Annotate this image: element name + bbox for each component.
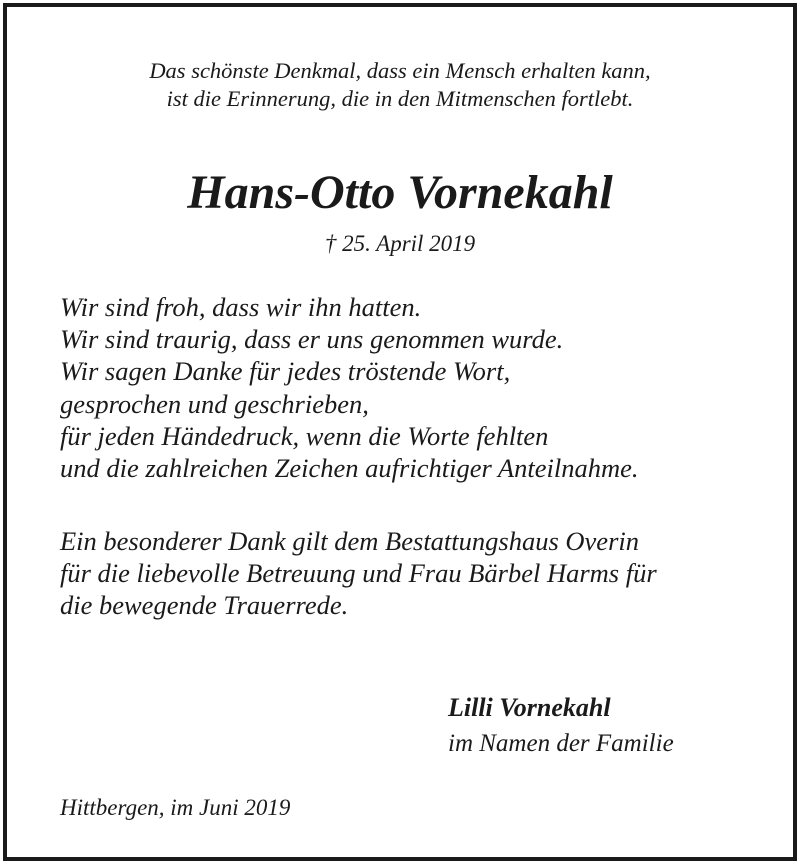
thank-you-poem — [60, 291, 638, 484]
special-thanks-paragraph — [60, 525, 657, 622]
obituary-card — [3, 3, 797, 861]
poem-line: für jeden Händedruck, wenn die Worte fehlten — [60, 420, 549, 451]
thanks-line: die bewegende Trauerrede. — [60, 590, 349, 621]
thanks-line: Ein besonderer Dank gilt dem Bestattungshaus Overin — [60, 526, 639, 556]
poem-line: Wir sind traurig, dass er uns genommen wurde. — [60, 324, 564, 355]
motto-line: ist die Erinnerung, die in den Mitmenschen fortlebt. — [166, 86, 634, 111]
poem-line: Wir sagen Danke für jedes tröstende Wort, — [60, 356, 511, 387]
death-date: † 25. April 2019 — [324, 231, 476, 256]
signer-name: Lilli Vornekahl — [448, 693, 611, 722]
motto-line: Das schönste Denkmal, dass ein Mensch erhalten kann, — [149, 58, 651, 83]
motto-quote — [7, 57, 793, 113]
place-and-date: Hittbergen, im Juni 2019 — [60, 795, 291, 820]
signer-subtitle: im Namen der Familie — [448, 730, 674, 757]
deceased-name: Hans-Otto Vornekahl — [187, 166, 613, 219]
thanks-line: für die liebevolle Betreuung und Frau Bärbel Harms für — [60, 558, 657, 589]
poem-line: gesprochen und geschrieben, — [60, 388, 369, 419]
poem-line: Wir sind froh, dass wir ihn hatten. — [60, 292, 422, 322]
poem-line: und die zahlreichen Zeichen aufrichtiger Anteilnahme. — [60, 453, 639, 484]
